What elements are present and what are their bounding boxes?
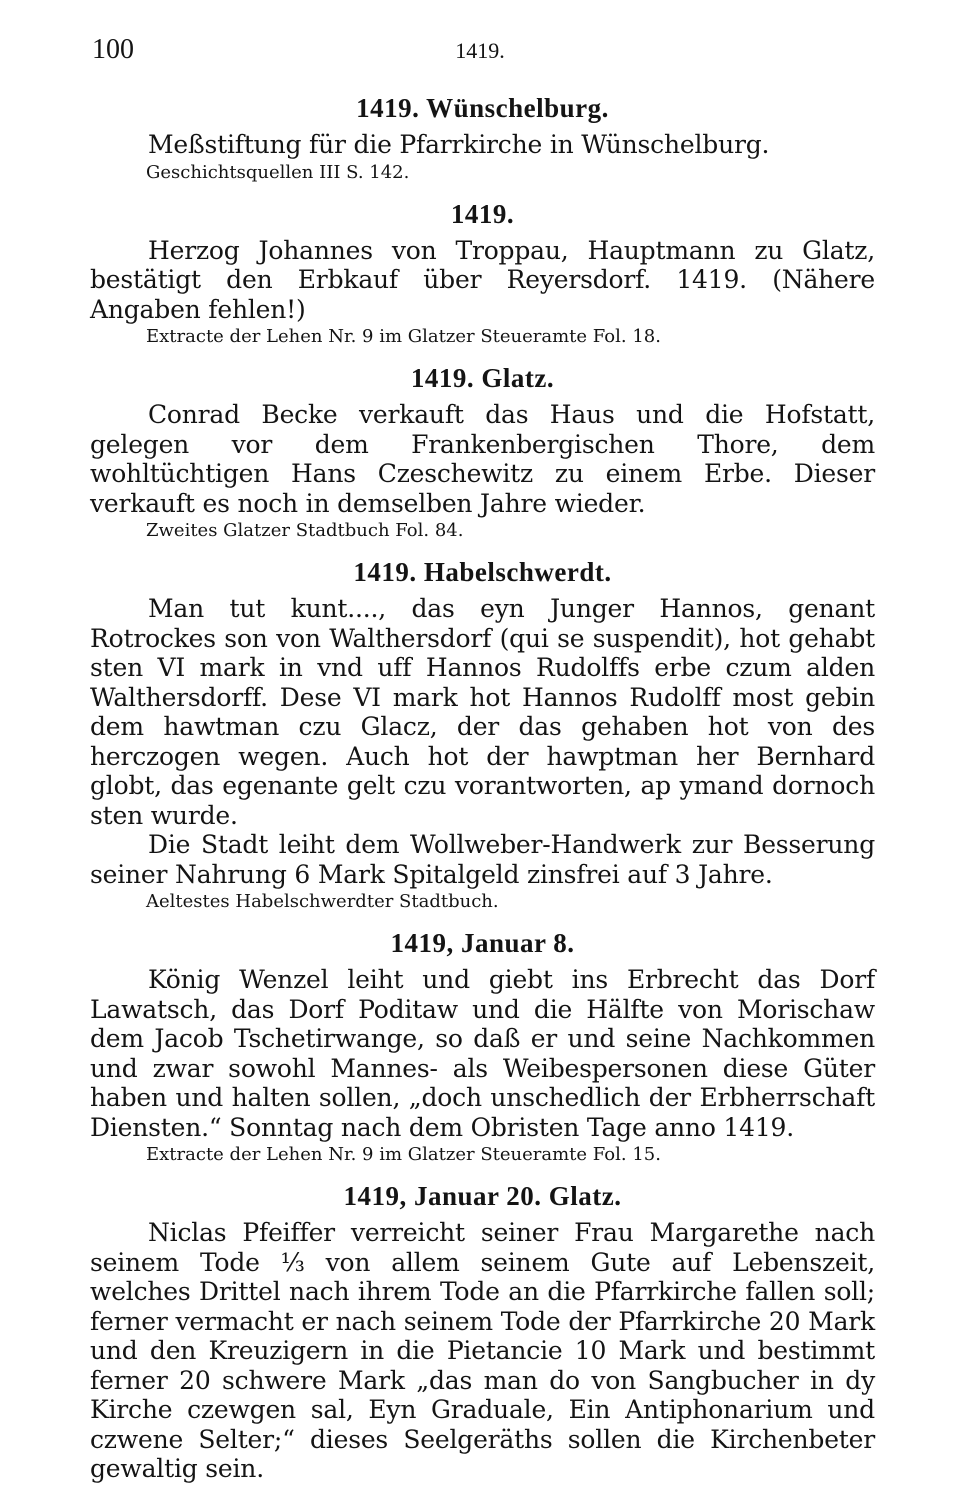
entry-heading: 1419. [450,198,515,229]
entry-source: Extracte der Lehen Nr. 9 im Glatzer Steueramte Fol. 15. [146,1144,661,1165]
entry-paragraph: Herzog Johannes von Troppau, Hauptmann zu Glatz, bestätigt den Erbkauf über Reyersdorf. 1419. (Nähere Angaben fehlen!) [90,235,875,324]
entry-paragraph: Die Stadt leiht dem Wollweber-Handwerk zur Besserung seiner Nahrung 6 Mark Spitalgeld zinsfrei auf 3 Jahre. [90,830,875,889]
entry-heading: 1419. Habelschwerdt. [353,557,612,587]
entry [90,92,875,184]
entry-paragraph: Niclas Pfeiffer verreicht seiner Frau Margarethe nach seinem Tode ⅓ von allem seinem Gute auf Lebenszeit, welches Drittel nach ihrem Tode an die Pfarrkirche fallen soll; ferner vermacht er nach seinem Tode der Pfarrkirche 20 Mark und den Kreuzigern in die Pietancie 10 Mark und bestimmt ferner 20 schwere Mark „das man do von Sangbucher in dy Kirche czewgen sal, Eyn Graduale, Ein Antiphonarium und czwene Selter;“ dieses Seelgeräths sollen die Kirchenbeter gewaltig sein. [90,1218,875,1483]
entry-source: Aeltestes Habelschwerdter Stadtbuch. [146,891,499,912]
entry-source: Extracte der Lehen Nr. 9 im Glatzer Steueramte Fol. 18. [146,326,661,347]
entry [90,362,875,542]
entry-heading: 1419. Wünschelburg. [356,93,609,123]
running-head: 1419. [455,38,505,63]
entry-paragraph: König Wenzel leiht und giebt ins Erbrecht das Dorf Lawatsch, das Dorf Poditaw und die Hälfte von Morischaw dem Jacob Tschetirwange, so daß er und seine Nachkommen und zwar sowohl Mannes- als Weibespersonen diese Güter haben und halten sollen, „doch unschedlich der Erbherrschaft Diensten.“ Sonntag nach dem Obristen Tage anno 1419. [90,965,875,1142]
entry-paragraph: Meßstiftung für die Pfarrkirche in Wünschelburg. [148,130,770,159]
entry-paragraph: Man tut kunt...., das eyn Junger Hannos, genant Rotrockes son von Walthersdorf (qui se suspendit), hot gehabt sten VI mark in vnd uff Hannos Rudolffs erbe czum alden Walthersdorff. Dese VI mark hot Hannos Rudolff most gebin dem hawtman czu Glacz, der das gehaben hot von des herczogen wegen. Auch hot der hawptman her Bernhard globt, das egenante gelt czu vorantworten, ap ymand dornoch sten wurde. [90,594,875,830]
page-content [90,90,875,1498]
page-number: 100 [92,34,134,65]
entry-heading: 1419, Januar 20. Glatz. [343,1181,622,1211]
entry-source: Geschichtsquellen III S. 142. [146,161,410,183]
entry [90,198,875,349]
entry-heading: 1419, Januar 8. [390,928,575,958]
entry-heading: 1419. Glatz. [410,363,555,393]
entry [90,927,875,1166]
entry-source: Zweites Glatzer Stadtbuch Fol. 84. [146,520,464,541]
entry [90,556,875,913]
entry-paragraph: Conrad Becke verkauft das Haus und die Hofstatt, gelegen vor dem Frankenbergischen Thore, dem wohltüchtigen Hans Czeschewitz zu einem Erbe. Dieser verkauft es noch in demselben Jahre wieder. [90,400,875,518]
entry [90,1180,875,1484]
